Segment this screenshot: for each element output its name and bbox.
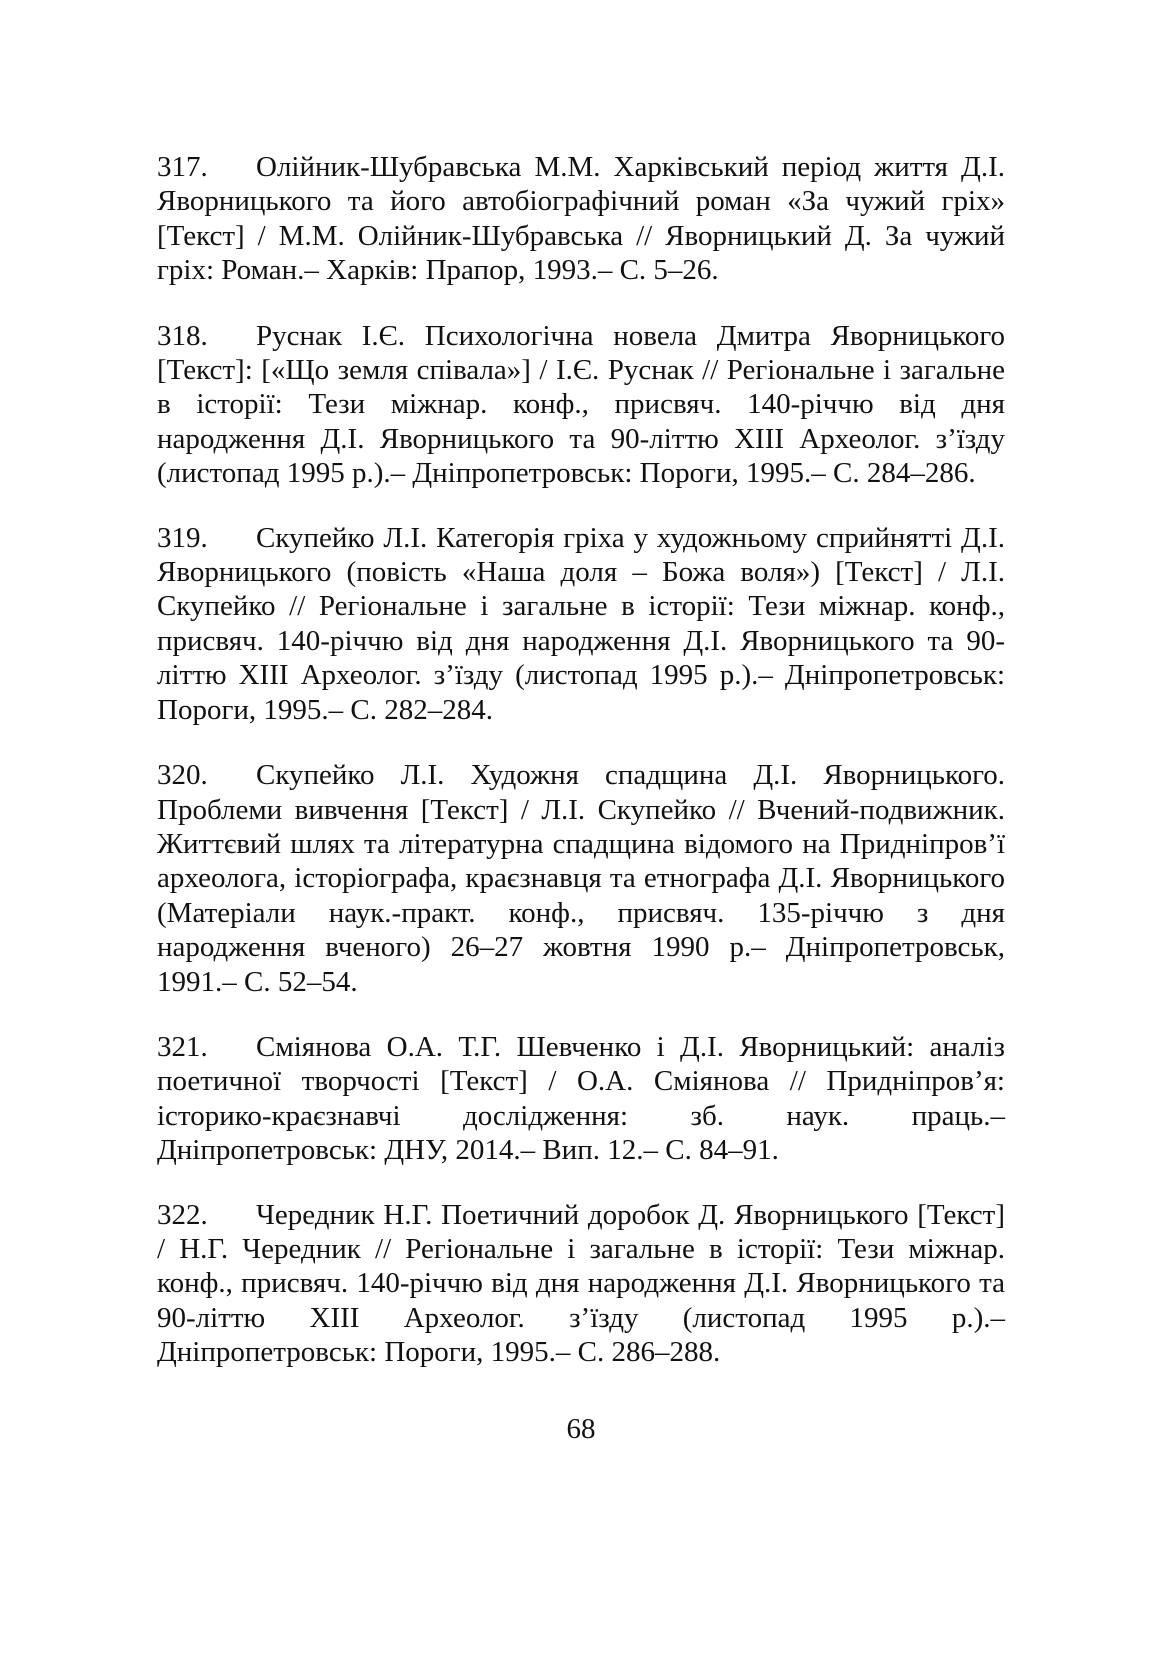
entry-text: Скупейко Л.І. Художня спадщина Д.І. Яворницького. Проблеми вивчення [Текст] / Л.І. Скупейко // Вчений-подвижник. Життєвий шлях та літературна спадщина відомого на Придніпров’ї археолога, історіографа, краєзнавця та етнографа Д.І. Яворницького (Матеріали наук.-практ. конф., присвяч. 135-річчю з дня народження вченого) 26–27 жовтня 1990 р.– Дніпропетровськ, 1991.– С. 52–54.: [157, 759, 1005, 998]
entry-number: 321.: [157, 1030, 208, 1063]
entry-number: 318.: [157, 319, 208, 352]
page-number: 68: [566, 1413, 596, 1445]
entry-number: 320.: [157, 759, 208, 792]
entry-number: 322.: [157, 1198, 208, 1231]
entry-text: Чередник Н.Г. Поетичний доробок Д. Яворницького [Текст] / Н.Г. Чередник // Регіональне і загальне в історії: Тези міжнар. конф., присвяч. 140-річчю від дня народження Д.І. Яворницького та 90-літтю XIII Археолог. з’їзду (листопад 1995 р.).– Дніпропетровськ: Пороги, 1995.– С. 286–288.: [157, 1198, 1005, 1369]
bibliography-entry-321: [157, 1030, 1005, 1168]
entry-number: 319.: [157, 521, 208, 554]
entry-text: Олійник-Шубравська М.М. Харківський період життя Д.І. Яворницького та його автобіографічний роман «За чужий гріх» [Текст] / М.М. Олійник-Шубравська // Яворницький Д. За чужий гріх: Роман.– Харків: Прапор, 1993.– С. 5–26.: [157, 151, 1005, 287]
entry-number: 317.: [157, 151, 208, 183]
bibliography-entry-322: [157, 1198, 1005, 1370]
bibliography-entry-318: [157, 319, 1005, 491]
entry-text: Руснак І.Є. Психологічна новела Дмитра Яворницького [Текст]: [«Що земля співала»] / І.Є. Руснак // Регіональне і загальне в історії: Тези міжнар. конф., присвяч. 140-річчю від дня народження Д.І. Яворницького та 90-літтю XIII Археолог. з’їзду (листопад 1995 р.).– Дніпропетровськ: Пороги, 1995.– С. 284–286.: [157, 319, 1005, 490]
entry-text: Скупейко Л.І. Категорія гріха у художньому сприйнятті Д.І. Яворницького (повість «Наша доля – Божа воля») [Текст] / Л.І. Скупейко // Регіональне і загальне в історії: Тези міжнар. конф., присвяч. 140-річчю від дня народження Д.І. Яворницького та 90-літтю XIII Археолог. з’їзду (листопад 1995 р.).– Дніпропетровськ: Пороги, 1995.– С. 282–284.: [157, 521, 1005, 726]
bibliography-entry-317: [157, 150, 1005, 288]
bibliography-entry-319: [157, 521, 1005, 727]
entry-text: Сміянова О.А. Т.Г. Шевченко і Д.І. Яворницький: аналіз поетичної творчості [Текст] / О.А. Сміянова // Придніпров’я: історико-краєзнавчі дослідження: зб. наук. праць.– Дніпропетровськ: ДНУ, 2014.– Вип. 12.– С. 84–91.: [157, 1030, 1005, 1167]
bibliography-list: [157, 150, 1005, 1370]
bibliography-entry-320: [157, 758, 1005, 999]
